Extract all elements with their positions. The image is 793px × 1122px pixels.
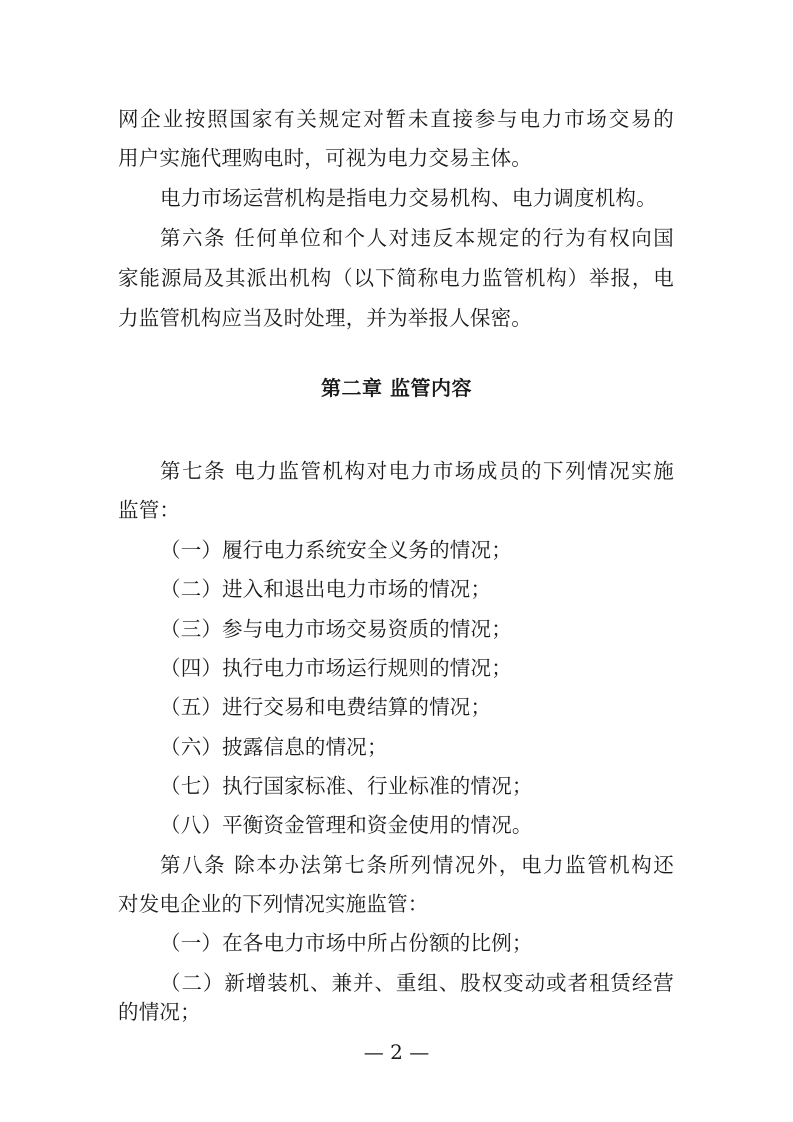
list-item: （四）执行电力市场运行规则的情况；: [160, 656, 512, 680]
list-item: （三）参与电力市场交易资质的情况；: [160, 617, 512, 641]
chapter-heading: 第二章 监管内容: [321, 376, 472, 400]
article-8-line: 对发电企业的下列情况实施监管：: [118, 892, 429, 916]
list-item: （二）进入和退出电力市场的情况；: [160, 577, 492, 601]
article-7-line: 第七条 电力监管机构对电力市场成员的下列情况实施: [160, 459, 674, 483]
article-6-line: 力监管机构应当及时处理，并为举报人保密。: [118, 306, 532, 330]
paragraph-line: 电力市场运营机构是指电力交易机构、电力调度机构。: [160, 186, 657, 210]
list-item: （一）履行电力系统安全义务的情况；: [160, 538, 512, 562]
list-item: （七）执行国家标准、行业标准的情况；: [160, 774, 533, 798]
article-8-line: 第八条 除本办法第七条所列情况外，电力监管机构还: [160, 853, 674, 877]
list-item: （二）新增装机、兼并、重组、股权变动或者租赁经营: [160, 971, 674, 995]
article-7-line: 监管：: [118, 498, 181, 522]
paragraph-line: 用户实施代理购电时，可视为电力交易主体。: [118, 146, 532, 170]
paragraph-line: 网企业按照国家有关规定对暂未直接参与电力市场交易的: [118, 107, 674, 131]
list-item: （八）平衡资金管理和资金使用的情况。: [160, 813, 533, 837]
article-6-line: 家能源局及其派出机构（以下简称电力监管机构）举报，电: [118, 266, 674, 290]
list-item: （一）在各电力市场中所占份额的比例；: [160, 931, 533, 955]
list-item: （六）披露信息的情况；: [160, 735, 388, 759]
page-number: — 2 —: [363, 1040, 430, 1064]
list-item: （五）进行交易和电费结算的情况；: [160, 695, 492, 719]
article-6-line: 第六条 任何单位和个人对违反本规定的行为有权向国: [160, 226, 674, 250]
list-item: 的情况；: [118, 1000, 201, 1024]
